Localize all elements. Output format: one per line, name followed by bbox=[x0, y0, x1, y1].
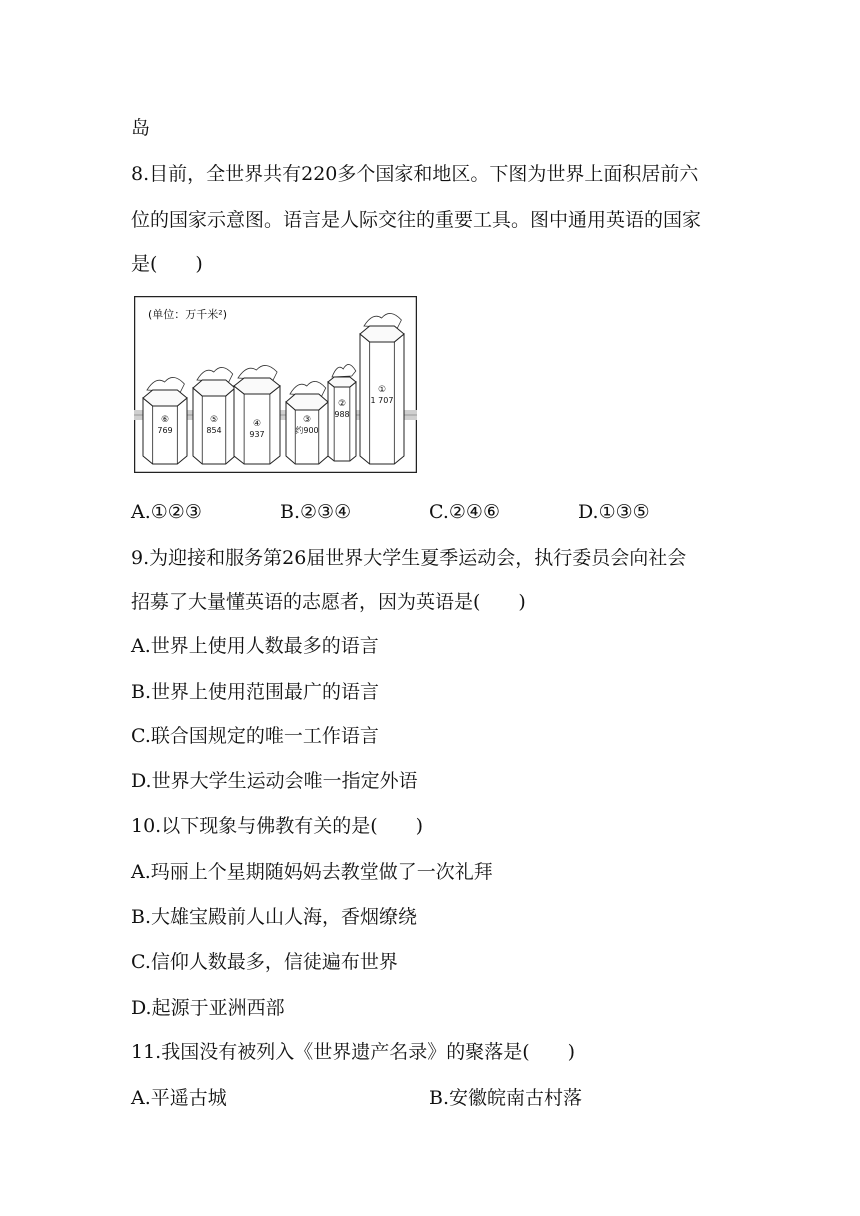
prism-number-label: ④ bbox=[252, 419, 262, 429]
question-9-option-c[interactable]: C.联合国规定的唯一工作语言 bbox=[131, 725, 379, 747]
prism-number-label: ⑤ bbox=[209, 415, 219, 425]
option-c[interactable]: C.②④⑥ bbox=[429, 501, 500, 523]
question-8-line-2: 位的国家示意图。语言是人际交往的重要工具。图中通用英语的国家 bbox=[131, 209, 702, 231]
option-b[interactable]: B.②③④ bbox=[280, 501, 352, 523]
prism-top bbox=[360, 326, 404, 342]
prism-body bbox=[328, 382, 356, 461]
prism-value-label: 937 bbox=[249, 430, 265, 439]
question-9-option-d[interactable]: D.世界大学生运动会唯一指定外语 bbox=[131, 770, 418, 792]
option-a[interactable]: A.①②③ bbox=[131, 501, 202, 523]
question-10: 10.以下现象与佛教有关的是( ) bbox=[131, 815, 424, 837]
prism-top bbox=[328, 377, 356, 387]
question-10-option-b[interactable]: B.大雄宝殿前人山人海，香烟缭绕 bbox=[131, 906, 418, 928]
prism-top bbox=[193, 380, 235, 396]
country-prism bbox=[286, 381, 328, 464]
country-prism bbox=[328, 364, 356, 461]
country-prism bbox=[143, 377, 187, 464]
prism-value-label: 988 bbox=[334, 410, 350, 419]
option-a[interactable]: A.平遥古城 bbox=[131, 1087, 227, 1109]
prism-value-label: 769 bbox=[157, 426, 173, 435]
figure-unit-label: (单位：万千米²) bbox=[148, 308, 227, 321]
question-9-option-b[interactable]: B.世界上使用范围最广的语言 bbox=[131, 681, 380, 703]
country-prism bbox=[193, 367, 235, 464]
question-8-line-1: 8.目前，全世界共有220多个国家和地区。下图为世界上面积居前六 bbox=[131, 163, 699, 185]
question-9-line-1: 9.为迎接和服务第26届世界大学生夏季运动会，执行委员会向社会 bbox=[131, 547, 687, 569]
question-11: 11.我国没有被列入《世界遗产名录》的聚落是( ) bbox=[131, 1041, 576, 1063]
prism-value-label: 854 bbox=[206, 426, 222, 435]
option-b[interactable]: B.安徽皖南古村落 bbox=[429, 1087, 583, 1109]
country-prism bbox=[234, 365, 280, 464]
question-10-option-d[interactable]: D.起源于亚洲西部 bbox=[131, 997, 285, 1019]
question-8-line-3: 是( ) bbox=[131, 253, 203, 275]
prism-top bbox=[143, 390, 187, 406]
question-9-option-a[interactable]: A.世界上使用人数最多的语言 bbox=[131, 635, 379, 657]
prism-number-label: ② bbox=[337, 399, 347, 409]
country-area-figure bbox=[134, 296, 417, 473]
prism-number-label: ① bbox=[377, 385, 387, 395]
prism-number-label: ③ bbox=[302, 415, 312, 425]
country-prism bbox=[360, 313, 404, 464]
question-10-option-c[interactable]: C.信仰人数最多，信徒遍布世界 bbox=[131, 951, 398, 973]
prism-top bbox=[286, 394, 328, 410]
option-d[interactable]: D.①③⑤ bbox=[578, 501, 650, 523]
question-9-line-2: 招募了大量懂英语的志愿者，因为英语是( ) bbox=[131, 591, 526, 613]
question-10-option-a[interactable]: A.玛丽上个星期随妈妈去教堂做了一次礼拜 bbox=[131, 861, 493, 883]
text-line: 岛 bbox=[131, 117, 151, 139]
prism-value-label: 1 707 bbox=[370, 396, 394, 405]
prism-number-label: ⑥ bbox=[160, 415, 170, 425]
prism-top bbox=[234, 378, 280, 394]
prism-value-label: 约900 bbox=[295, 426, 319, 435]
